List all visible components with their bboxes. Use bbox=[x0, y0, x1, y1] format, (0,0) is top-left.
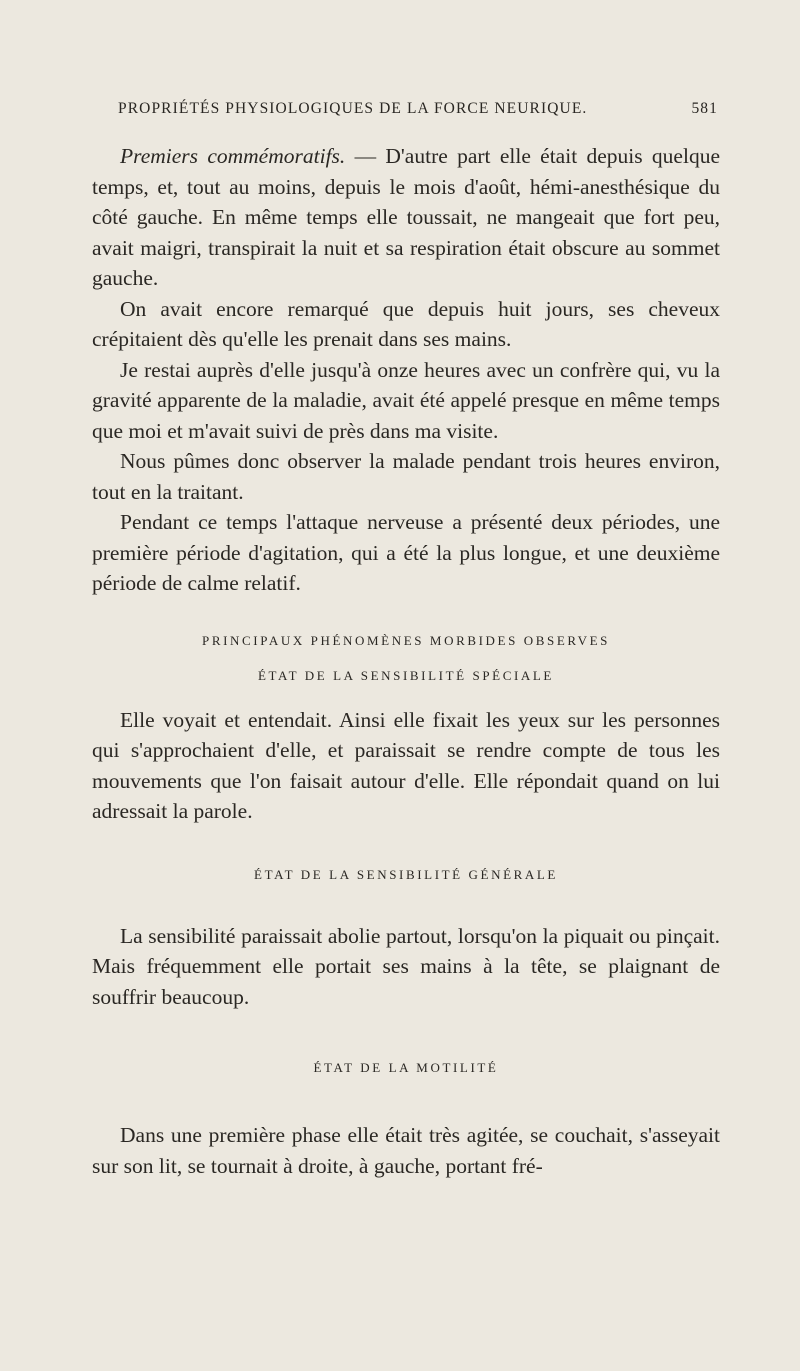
paragraph-text: — D'autre part elle était depuis quelque temps, et, tout au moins, depuis le mois d'août, hémi-anesthésique du côté gauche. En même temps elle toussait, ne mangeait que fort peu, avait maigri, transpirait la nuit et sa respiration était obscure au sommet gauche. bbox=[92, 144, 720, 290]
page-number: 581 bbox=[691, 100, 718, 117]
paragraph-sensibilite-speciale: Elle voyait et entendait. Ainsi elle fixait les yeux sur les personnes qui s'approchaient d'elle, et paraissait se rendre compte de tous les mouvements que l'on faisait autour d'elle. Elle répondait quand on lui adressait la parole. bbox=[92, 707, 720, 823]
section-heading-sensibilite-speciale: ÉTAT DE LA SENSIBILITÉ SPÉCIALE bbox=[258, 667, 554, 683]
paragraph-periodes: Pendant ce temps l'attaque nerveuse a présenté deux périodes, une première période d'agitation, qui a été la plus longue, et une deuxième période de calme relatif. bbox=[92, 510, 720, 595]
paragraph-confrere: Je restai auprès d'elle jusqu'à onze heures avec un confrère qui, vu la gravité apparente de la maladie, avait été appelé presque en même temps que moi et m'avait suivi de près dans ma visite. bbox=[92, 357, 720, 443]
section-heading-motilite: ÉTAT DE LA MOTILITÉ bbox=[313, 1060, 499, 1075]
paragraph-cheveux: On avait encore remarqué que depuis huit jours, ses cheveux crépitaient dès qu'elle les prenait dans ses mains. bbox=[92, 296, 720, 351]
paragraph-commemoratifs bbox=[92, 141, 720, 294]
paragraph-sensibilite-generale: La sensibilité paraissait abolie partout, lorsqu'on la piquait ou pinçait. Mais fréquemment elle portait ses mains à la tête, se plaignant de souffrir beaucoup. bbox=[92, 923, 720, 1009]
running-head bbox=[118, 100, 718, 118]
paragraph-lead: Premiers commémoratifs. bbox=[120, 144, 346, 168]
section-heading-phenomenes: PRINCIPAUX PHÉNOMÈNES MORBIDES OBSERVES bbox=[202, 632, 610, 648]
paragraph-observation: Nous pûmes donc observer la malade pendant trois heures environ, tout en la traitant. bbox=[92, 449, 720, 504]
section-heading-sensibilite-generale: ÉTAT DE LA SENSIBILITÉ GÉNÉRALE bbox=[254, 866, 558, 882]
body-text bbox=[92, 141, 720, 1181]
running-head-title: PROPRIÉTÉS PHYSIOLOGIQUES DE LA FORCE NEURIQUE. bbox=[118, 100, 588, 117]
paragraph-motilite: Dans une première phase elle était très agitée, se couchait, s'asseyait sur son lit, se tournait à droite, à gauche, portant fré- bbox=[92, 1123, 720, 1178]
